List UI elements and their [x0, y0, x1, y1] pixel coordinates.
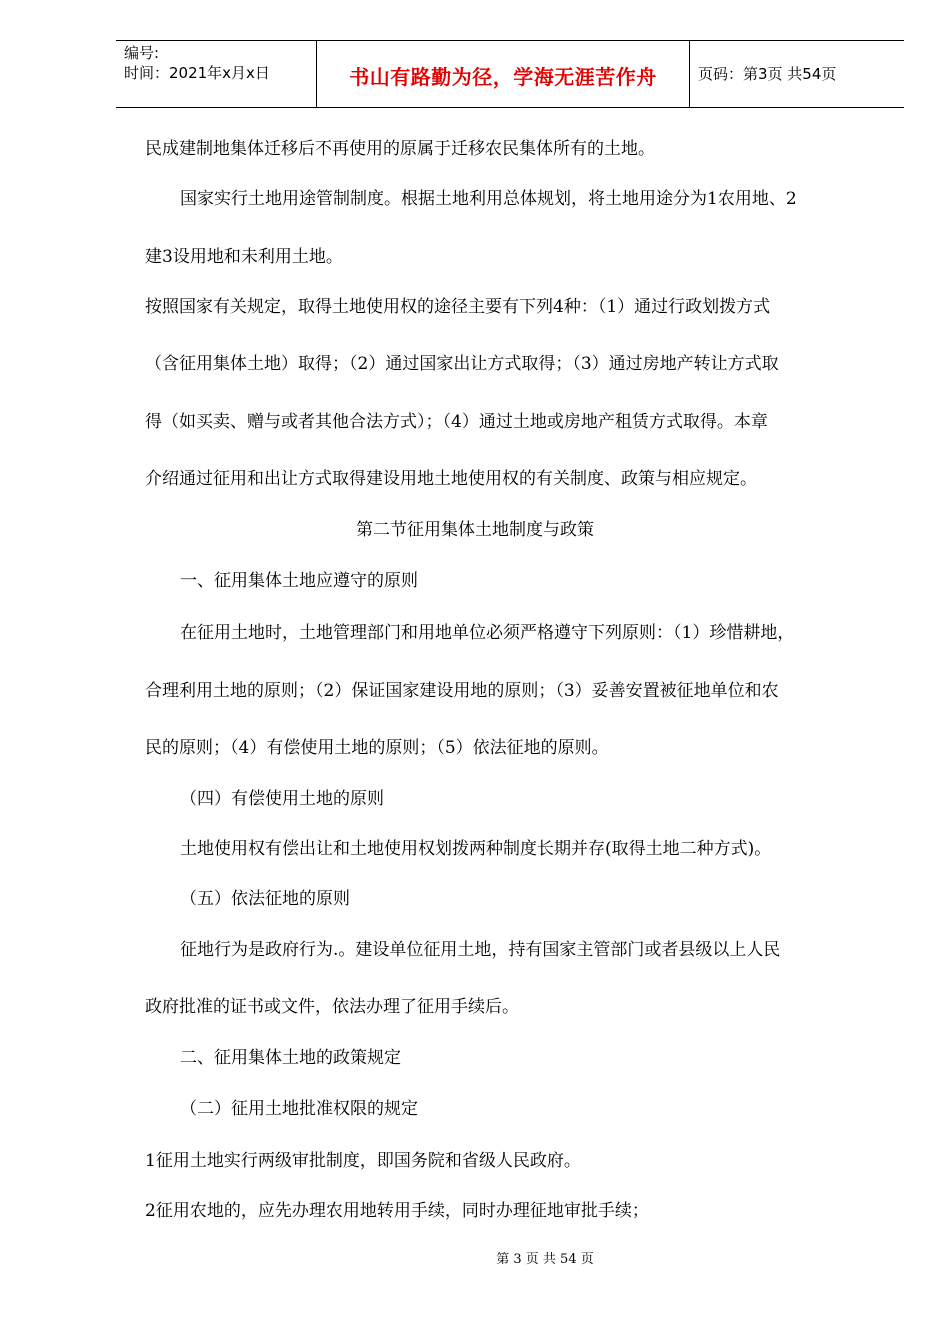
header-page-cell: [690, 41, 904, 107]
section-heading: 第二节征用集体土地制度与政策: [356, 520, 594, 540]
page-footer: 第 3 页 共 54 页: [496, 1252, 594, 1267]
body-line: 征地行为是政府行为.。建设单位征用土地，持有国家主管部门或者县级以上人民: [180, 940, 781, 960]
body-line: 土地使用权有偿出让和土地使用权划拨两种制度长期并存(取得土地二种方式)。: [180, 839, 772, 859]
subsection-heading: （四）有偿使用土地的原则: [180, 789, 384, 809]
body-line: 合理利用土地的原则；（2）保证国家建设用地的原则；（3）妥善安置被征地单位和农: [145, 681, 779, 701]
body-line: 介绍通过征用和出让方式取得建设用地土地使用权的有关制度、政策与相应规定。: [145, 469, 757, 489]
subsection-heading: （五）依法征地的原则: [180, 889, 350, 909]
body-line: 民的原则；（4）有偿使用土地的原则；（5）依法征地的原则。: [145, 738, 609, 758]
body-line: 得（如买卖、赠与或者其他合法方式）；（4）通过土地或房地产租赁方式取得。本章: [145, 412, 768, 432]
body-line: 国家实行土地用途管制制度。根据土地利用总体规划，将土地用途分为1农用地、2: [180, 189, 797, 209]
subsection-heading: 二、征用集体土地的政策规定: [180, 1048, 401, 1068]
subsection-heading: （二）征用土地批准权限的规定: [180, 1099, 418, 1119]
header-slogan: 书山有路勤为径，学海无涯苦作舟: [349, 65, 657, 89]
header-info-cell: [116, 41, 317, 107]
body-line: 建3设用地和未利用土地。: [145, 247, 343, 267]
body-line: 1征用土地实行两级审批制度，即国务院和省级人民政府。: [145, 1151, 581, 1171]
body-line: 2征用农地的，应先办理农用地转用手续，同时办理征地审批手续；: [145, 1201, 649, 1221]
document-number-label: 编号:: [124, 44, 160, 62]
document-header: [116, 40, 904, 108]
subsection-heading: 一、征用集体土地应遵守的原则: [180, 571, 418, 591]
document-time-label: 时间：2021年x月x日: [124, 64, 270, 82]
body-line: 在征用土地时，土地管理部门和用地单位必须严格遵守下列原则：（1）珍惜耕地，: [180, 623, 795, 643]
body-line: （含征用集体土地）取得；（2）通过国家出让方式取得；（3）通过房地产转让方式取: [145, 354, 779, 374]
body-line: 按照国家有关规定，取得土地使用权的途径主要有下列4种：（1）通过行政划拨方式: [145, 297, 771, 317]
header-page-number: 页码：第3页 共54页: [698, 65, 837, 83]
header-slogan-cell: [317, 41, 690, 107]
body-line: 政府批准的证书或文件，依法办理了征用手续后。: [145, 997, 519, 1017]
body-line: 民成建制地集体迁移后不再使用的原属于迁移农民集体所有的土地。: [145, 139, 655, 159]
